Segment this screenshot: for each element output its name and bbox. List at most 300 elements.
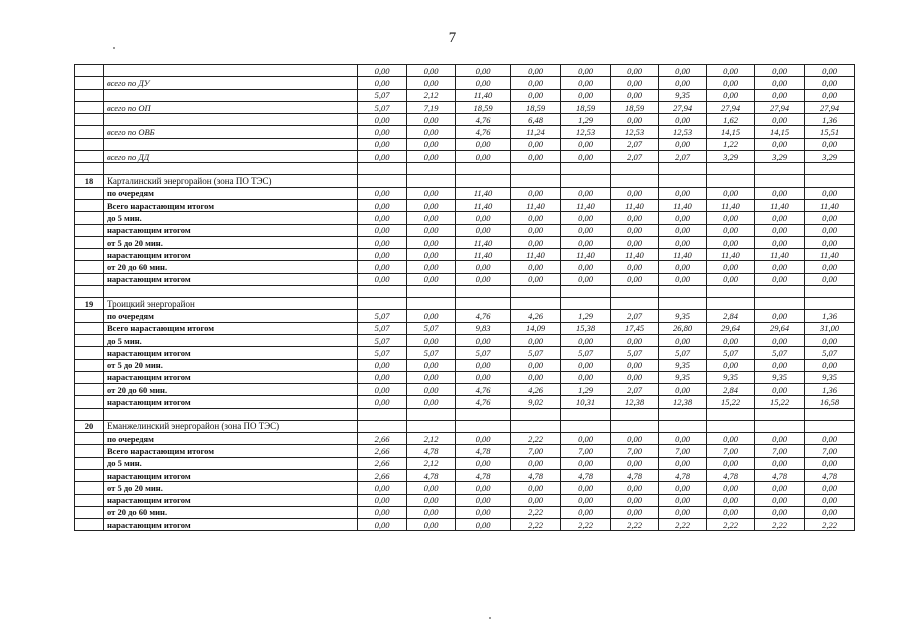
value-cell: 0,00 xyxy=(358,236,407,248)
row-number xyxy=(75,359,104,371)
value-cell: 4,76 xyxy=(456,310,511,322)
value-cell: 0,00 xyxy=(707,334,755,346)
table-row xyxy=(75,89,855,101)
value-cell: 0,00 xyxy=(561,359,611,371)
value-cell: 0,00 xyxy=(358,65,407,77)
value-cell: 0,00 xyxy=(755,187,805,199)
value-cell: 0,00 xyxy=(407,212,456,224)
value-cell: 9,35 xyxy=(805,371,855,383)
empty-cell xyxy=(707,408,755,420)
value-cell: 0,00 xyxy=(611,482,659,494)
value-cell: 9,35 xyxy=(755,371,805,383)
value-cell: 0,00 xyxy=(358,359,407,371)
table-row xyxy=(75,138,855,150)
value-cell: 0,00 xyxy=(511,371,561,383)
value-cell: 4,26 xyxy=(511,384,561,396)
value-cell: 27,94 xyxy=(659,101,707,113)
row-label: Всего нарастающим итогом xyxy=(104,199,358,211)
value-cell: 11,40 xyxy=(561,199,611,211)
value-cell: 18,59 xyxy=(456,101,511,113)
row-number xyxy=(75,114,104,126)
value-cell: 0,00 xyxy=(407,371,456,383)
table-row xyxy=(75,310,855,322)
row-label: нарастающим итогом xyxy=(104,347,358,359)
value-cell: 2,22 xyxy=(755,519,805,531)
value-cell: 2,22 xyxy=(659,519,707,531)
value-cell: 7,00 xyxy=(755,445,805,457)
table-row xyxy=(75,273,855,285)
value-cell: 0,00 xyxy=(805,273,855,285)
value-cell: 4,78 xyxy=(511,469,561,481)
value-cell: 0,00 xyxy=(358,273,407,285)
empty-cell xyxy=(561,286,611,298)
row-number xyxy=(75,151,104,163)
empty-cell xyxy=(755,163,805,175)
value-cell: 18,59 xyxy=(561,101,611,113)
value-cell: 0,00 xyxy=(561,457,611,469)
value-cell: 2,22 xyxy=(511,433,561,445)
value-cell: 27,94 xyxy=(755,101,805,113)
value-cell: 5,07 xyxy=(358,310,407,322)
value-cell: 0,00 xyxy=(611,65,659,77)
value-cell: 0,00 xyxy=(358,384,407,396)
value-cell: 0,00 xyxy=(561,138,611,150)
value-cell: 0,00 xyxy=(755,384,805,396)
value-cell xyxy=(755,420,805,432)
value-cell: 0,00 xyxy=(659,224,707,236)
section-title-row xyxy=(75,175,855,187)
row-number xyxy=(75,65,104,77)
row-label: нарастающим итогом xyxy=(104,519,358,531)
value-cell: 0,00 xyxy=(659,114,707,126)
row-label: Всего нарастающим итогом xyxy=(104,322,358,334)
value-cell: 0,00 xyxy=(805,494,855,506)
value-cell: 0,00 xyxy=(407,187,456,199)
value-cell: 0,00 xyxy=(407,310,456,322)
row-number: 19 xyxy=(75,298,104,310)
row-number xyxy=(75,101,104,113)
value-cell: 0,00 xyxy=(659,138,707,150)
row-number xyxy=(75,249,104,261)
value-cell: 0,00 xyxy=(511,482,561,494)
empty-cell xyxy=(407,163,456,175)
value-cell: 5,07 xyxy=(358,347,407,359)
value-cell: 0,00 xyxy=(358,212,407,224)
row-label xyxy=(104,89,358,101)
value-cell: 0,00 xyxy=(659,384,707,396)
value-cell: 2,84 xyxy=(707,384,755,396)
value-cell: 4,78 xyxy=(611,469,659,481)
value-cell: 11,40 xyxy=(611,249,659,261)
value-cell: 7,00 xyxy=(561,445,611,457)
table-row xyxy=(75,469,855,481)
value-cell: 11,40 xyxy=(755,249,805,261)
value-cell: 11,40 xyxy=(755,199,805,211)
value-cell: 9,35 xyxy=(659,89,707,101)
value-cell: 0,00 xyxy=(707,77,755,89)
row-number: 18 xyxy=(75,175,104,187)
value-cell: 16,58 xyxy=(805,396,855,408)
value-cell: 31,00 xyxy=(805,322,855,334)
value-cell: 0,00 xyxy=(511,224,561,236)
value-cell: 0,00 xyxy=(611,114,659,126)
empty-cell xyxy=(407,408,456,420)
value-cell: 12,38 xyxy=(659,396,707,408)
value-cell: 0,00 xyxy=(805,224,855,236)
value-cell: 0,00 xyxy=(456,273,511,285)
value-cell: 0,00 xyxy=(407,65,456,77)
row-number: 20 xyxy=(75,420,104,432)
table-row xyxy=(75,199,855,211)
value-cell: 29,64 xyxy=(755,322,805,334)
row-label: до 5 мин. xyxy=(104,212,358,224)
empty-cell xyxy=(358,286,407,298)
value-cell: 1,36 xyxy=(805,310,855,322)
value-cell: 0,00 xyxy=(755,506,805,518)
value-cell: 11,40 xyxy=(561,249,611,261)
value-cell: 6,48 xyxy=(511,114,561,126)
empty-cell xyxy=(511,163,561,175)
table-row xyxy=(75,445,855,457)
value-cell: 1,22 xyxy=(707,138,755,150)
value-cell: 10,31 xyxy=(561,396,611,408)
table-row xyxy=(75,482,855,494)
value-cell: 2,22 xyxy=(561,519,611,531)
value-cell: 0,00 xyxy=(407,482,456,494)
value-cell: 0,00 xyxy=(561,151,611,163)
value-cell: 11,40 xyxy=(707,249,755,261)
value-cell: 9,35 xyxy=(707,371,755,383)
row-number xyxy=(75,482,104,494)
value-cell: 5,07 xyxy=(805,347,855,359)
row-number xyxy=(75,126,104,138)
empty-cell xyxy=(659,286,707,298)
value-cell xyxy=(456,175,511,187)
row-label: нарастающим итогом xyxy=(104,396,358,408)
value-cell: 0,00 xyxy=(611,457,659,469)
value-cell: 0,00 xyxy=(805,187,855,199)
value-cell: 0,00 xyxy=(611,334,659,346)
table-row xyxy=(75,433,855,445)
row-number xyxy=(75,138,104,150)
value-cell: 0,00 xyxy=(755,77,805,89)
value-cell: 0,00 xyxy=(561,261,611,273)
row-number xyxy=(75,212,104,224)
value-cell: 4,78 xyxy=(805,469,855,481)
value-cell: 12,53 xyxy=(659,126,707,138)
value-cell: 0,00 xyxy=(707,212,755,224)
value-cell: 0,00 xyxy=(456,494,511,506)
row-number xyxy=(75,347,104,359)
value-cell: 0,00 xyxy=(407,506,456,518)
value-cell: 3,29 xyxy=(707,151,755,163)
value-cell: 0,00 xyxy=(805,77,855,89)
value-cell: 0,00 xyxy=(407,151,456,163)
value-cell: 0,00 xyxy=(358,151,407,163)
row-number xyxy=(75,384,104,396)
value-cell: 0,00 xyxy=(755,457,805,469)
value-cell: 9,35 xyxy=(659,310,707,322)
value-cell: 0,00 xyxy=(511,65,561,77)
value-cell: 0,00 xyxy=(707,433,755,445)
value-cell xyxy=(611,298,659,310)
value-cell: 0,00 xyxy=(358,199,407,211)
value-cell: 0,00 xyxy=(561,482,611,494)
value-cell: 7,00 xyxy=(611,445,659,457)
value-cell: 0,00 xyxy=(456,371,511,383)
value-cell: 5,07 xyxy=(407,347,456,359)
value-cell: 2,22 xyxy=(805,519,855,531)
value-cell: 0,00 xyxy=(511,89,561,101)
value-cell: 0,00 xyxy=(561,334,611,346)
value-cell: 0,00 xyxy=(707,457,755,469)
value-cell: 7,00 xyxy=(805,445,855,457)
value-cell: 0,00 xyxy=(358,249,407,261)
value-cell: 0,00 xyxy=(755,482,805,494)
empty-cell xyxy=(561,408,611,420)
value-cell: 0,00 xyxy=(407,396,456,408)
table-row xyxy=(75,457,855,469)
section-title-row xyxy=(75,420,855,432)
empty-cell xyxy=(75,408,104,420)
value-cell: 5,07 xyxy=(358,334,407,346)
value-cell: 0,00 xyxy=(755,359,805,371)
value-cell: 0,00 xyxy=(407,334,456,346)
scan-speck xyxy=(489,617,491,619)
value-cell: 5,07 xyxy=(511,347,561,359)
value-cell: 2,66 xyxy=(358,469,407,481)
value-cell: 15,38 xyxy=(561,322,611,334)
value-cell: 5,07 xyxy=(611,347,659,359)
value-cell: 0,00 xyxy=(707,224,755,236)
value-cell: 0,00 xyxy=(561,212,611,224)
empty-cell xyxy=(707,286,755,298)
value-cell: 0,00 xyxy=(456,482,511,494)
value-cell: 0,00 xyxy=(407,236,456,248)
value-cell: 27,94 xyxy=(707,101,755,113)
value-cell: 0,00 xyxy=(611,89,659,101)
value-cell: 0,00 xyxy=(659,506,707,518)
value-cell: 0,00 xyxy=(707,187,755,199)
value-cell: 0,00 xyxy=(407,199,456,211)
value-cell: 0,00 xyxy=(358,519,407,531)
value-cell xyxy=(659,420,707,432)
value-cell: 0,00 xyxy=(407,249,456,261)
value-cell: 5,07 xyxy=(659,347,707,359)
value-cell: 7,00 xyxy=(511,445,561,457)
row-label: по очередям xyxy=(104,310,358,322)
value-cell: 0,00 xyxy=(358,77,407,89)
value-cell: 4,76 xyxy=(456,114,511,126)
value-cell: 0,00 xyxy=(511,77,561,89)
value-cell: 4,26 xyxy=(511,310,561,322)
value-cell: 0,00 xyxy=(511,212,561,224)
spacer-row xyxy=(75,163,855,175)
scan-speck xyxy=(113,47,115,49)
row-number xyxy=(75,310,104,322)
value-cell: 0,00 xyxy=(511,187,561,199)
value-cell: 17,45 xyxy=(611,322,659,334)
row-label: Всего нарастающим итогом xyxy=(104,445,358,457)
value-cell xyxy=(407,175,456,187)
value-cell: 2,22 xyxy=(511,519,561,531)
row-number xyxy=(75,273,104,285)
value-cell: 0,00 xyxy=(805,506,855,518)
value-cell xyxy=(805,420,855,432)
table-row xyxy=(75,236,855,248)
value-cell: 0,00 xyxy=(755,138,805,150)
value-cell: 11,40 xyxy=(456,187,511,199)
value-cell: 0,00 xyxy=(755,433,805,445)
value-cell: 4,76 xyxy=(456,396,511,408)
value-cell: 0,00 xyxy=(659,187,707,199)
value-cell: 0,00 xyxy=(755,334,805,346)
value-cell: 9,35 xyxy=(659,371,707,383)
value-cell: 4,78 xyxy=(456,469,511,481)
value-cell: 0,00 xyxy=(611,77,659,89)
value-cell: 0,00 xyxy=(561,236,611,248)
empty-cell xyxy=(358,408,407,420)
empty-cell xyxy=(755,408,805,420)
value-cell: 11,40 xyxy=(611,199,659,211)
value-cell: 0,00 xyxy=(659,334,707,346)
empty-cell xyxy=(75,286,104,298)
value-cell: 0,00 xyxy=(407,138,456,150)
row-label: от 5 до 20 мин. xyxy=(104,359,358,371)
row-number xyxy=(75,396,104,408)
value-cell: 26,80 xyxy=(659,322,707,334)
value-cell: 4,78 xyxy=(407,445,456,457)
value-cell: 11,40 xyxy=(659,249,707,261)
value-cell: 0,00 xyxy=(755,310,805,322)
value-cell: 0,00 xyxy=(707,273,755,285)
value-cell: 4,78 xyxy=(456,445,511,457)
section-title: Троицкий энергорайон xyxy=(104,298,358,310)
value-cell: 0,00 xyxy=(659,273,707,285)
row-number xyxy=(75,519,104,531)
value-cell xyxy=(358,420,407,432)
value-cell: 2,07 xyxy=(611,310,659,322)
row-number xyxy=(75,77,104,89)
value-cell: 1,29 xyxy=(561,310,611,322)
value-cell: 0,00 xyxy=(358,371,407,383)
value-cell: 0,00 xyxy=(358,138,407,150)
value-cell: 14,09 xyxy=(511,322,561,334)
value-cell: 4,78 xyxy=(659,469,707,481)
value-cell: 0,00 xyxy=(707,506,755,518)
value-cell xyxy=(456,420,511,432)
value-cell: 0,00 xyxy=(407,224,456,236)
value-cell: 0,00 xyxy=(805,457,855,469)
value-cell: 0,00 xyxy=(805,482,855,494)
empty-cell xyxy=(805,163,855,175)
value-cell: 0,00 xyxy=(511,494,561,506)
row-label xyxy=(104,138,358,150)
table-row xyxy=(75,249,855,261)
value-cell: 0,00 xyxy=(755,494,805,506)
row-number xyxy=(75,224,104,236)
value-cell: 4,78 xyxy=(755,469,805,481)
value-cell: 0,00 xyxy=(407,273,456,285)
value-cell: 11,40 xyxy=(805,249,855,261)
value-cell: 11,40 xyxy=(805,199,855,211)
row-number xyxy=(75,236,104,248)
row-label: нарастающим итогом xyxy=(104,273,358,285)
value-cell xyxy=(511,175,561,187)
value-cell: 0,00 xyxy=(456,457,511,469)
value-cell: 4,76 xyxy=(456,384,511,396)
value-cell: 0,00 xyxy=(659,457,707,469)
value-cell: 0,00 xyxy=(611,261,659,273)
value-cell: 5,07 xyxy=(358,89,407,101)
value-cell: 11,40 xyxy=(511,249,561,261)
empty-cell xyxy=(611,286,659,298)
empty-cell xyxy=(511,408,561,420)
value-cell: 0,00 xyxy=(407,494,456,506)
table-row xyxy=(75,359,855,371)
value-cell: 0,00 xyxy=(456,151,511,163)
value-cell xyxy=(707,420,755,432)
value-cell: 1,36 xyxy=(805,384,855,396)
value-cell: 0,00 xyxy=(456,359,511,371)
value-cell: 0,00 xyxy=(611,212,659,224)
value-cell: 0,00 xyxy=(456,519,511,531)
table-row xyxy=(75,77,855,89)
empty-cell xyxy=(659,163,707,175)
value-cell: 0,00 xyxy=(561,77,611,89)
value-cell: 0,00 xyxy=(456,334,511,346)
value-cell: 0,00 xyxy=(755,65,805,77)
value-cell: 0,00 xyxy=(407,77,456,89)
value-cell: 2,07 xyxy=(611,384,659,396)
value-cell: 5,07 xyxy=(358,322,407,334)
row-label: нарастающим итогом xyxy=(104,494,358,506)
value-cell: 1,62 xyxy=(707,114,755,126)
value-cell: 0,00 xyxy=(755,212,805,224)
value-cell: 2,66 xyxy=(358,445,407,457)
value-cell: 3,29 xyxy=(755,151,805,163)
empty-cell xyxy=(805,286,855,298)
value-cell: 0,00 xyxy=(805,261,855,273)
value-cell: 0,00 xyxy=(511,273,561,285)
table-row xyxy=(75,347,855,359)
value-cell: 0,00 xyxy=(511,151,561,163)
row-number xyxy=(75,334,104,346)
value-cell xyxy=(707,175,755,187)
value-cell: 0,00 xyxy=(611,494,659,506)
value-cell: 15,51 xyxy=(805,126,855,138)
value-cell: 0,00 xyxy=(511,359,561,371)
value-cell: 0,00 xyxy=(659,212,707,224)
load-shedding-table xyxy=(74,64,855,531)
row-number xyxy=(75,433,104,445)
table-row xyxy=(75,114,855,126)
empty-cell xyxy=(755,286,805,298)
value-cell: 0,00 xyxy=(805,359,855,371)
value-cell: 0,00 xyxy=(755,224,805,236)
value-cell: 0,00 xyxy=(611,236,659,248)
value-cell xyxy=(456,298,511,310)
table-row xyxy=(75,371,855,383)
row-number xyxy=(75,469,104,481)
value-cell: 0,00 xyxy=(755,114,805,126)
value-cell: 0,00 xyxy=(561,224,611,236)
table-row xyxy=(75,212,855,224)
value-cell: 12,53 xyxy=(611,126,659,138)
value-cell: 0,00 xyxy=(456,77,511,89)
value-cell: 0,00 xyxy=(511,334,561,346)
row-label: нарастающим итогом xyxy=(104,224,358,236)
